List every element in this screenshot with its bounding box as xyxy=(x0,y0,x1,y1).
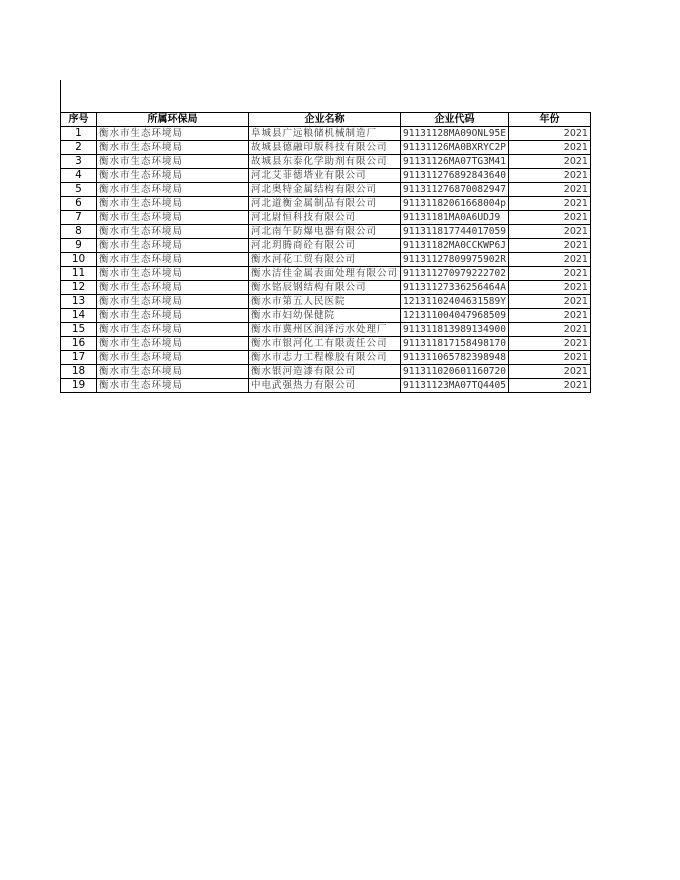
cell-bureau[interactable]: 衡水市生态环境局 xyxy=(97,211,249,225)
table-row xyxy=(61,197,591,211)
cell-year[interactable]: 2021 xyxy=(508,141,590,155)
cell-index[interactable]: 17 xyxy=(61,351,97,365)
cell-year[interactable]: 2021 xyxy=(508,127,590,141)
cell-company-name[interactable]: 河北奥特金属结构有限公司 xyxy=(249,183,401,197)
cell-company-name[interactable]: 河北南午防爆电器有限公司 xyxy=(249,225,401,239)
cell-bureau[interactable]: 衡水市生态环境局 xyxy=(97,295,249,309)
cell-company-name[interactable]: 衡水市银河化工有限责任公司 xyxy=(249,337,401,351)
table-row xyxy=(61,127,591,141)
table-row xyxy=(61,351,591,365)
cell-bureau[interactable]: 衡水市生态环境局 xyxy=(97,267,249,281)
cell-company-name[interactable]: 河北尉恒科技有限公司 xyxy=(249,211,401,225)
table-row xyxy=(61,365,591,379)
header-index[interactable]: 序号 xyxy=(61,113,97,127)
cell-bureau[interactable]: 衡水市生态环境局 xyxy=(97,379,249,393)
cell-year[interactable]: 2021 xyxy=(508,295,590,309)
table-row xyxy=(61,267,591,281)
cell-index[interactable]: 3 xyxy=(61,155,97,169)
cell-index[interactable]: 18 xyxy=(61,365,97,379)
cell-company-name[interactable]: 衡水洁佳金属表面处理有限公司 xyxy=(249,267,401,281)
cell-company-code[interactable]: 91131182MA0CCKWP6J xyxy=(401,239,509,253)
cell-company-name[interactable]: 衡水市第五人民医院 xyxy=(249,295,401,309)
header-company-code[interactable]: 企业代码 xyxy=(401,113,509,127)
cell-company-name[interactable]: 中电武强热力有限公司 xyxy=(249,379,401,393)
cell-bureau[interactable]: 衡水市生态环境局 xyxy=(97,365,249,379)
cell-company-code[interactable]: 91131126MA07TG3M41 xyxy=(401,155,509,169)
cell-bureau[interactable]: 衡水市生态环境局 xyxy=(97,141,249,155)
cell-company-name[interactable]: 河北玥腾商砼有限公司 xyxy=(249,239,401,253)
cell-bureau[interactable]: 衡水市生态环境局 xyxy=(97,351,249,365)
cell-index[interactable]: 15 xyxy=(61,323,97,337)
cell-company-code[interactable]: 911311276892843640 xyxy=(401,169,509,183)
cell-bureau[interactable]: 衡水市生态环境局 xyxy=(97,169,249,183)
cell-company-code[interactable]: 911311813989134900 xyxy=(401,323,509,337)
cell-bureau[interactable]: 衡水市生态环境局 xyxy=(97,225,249,239)
cell-year[interactable]: 2021 xyxy=(508,169,590,183)
sheet-left-border-line xyxy=(60,80,61,112)
cell-company-name[interactable]: 河北艾菲德塔业有限公司 xyxy=(249,169,401,183)
table-row xyxy=(61,169,591,183)
cell-company-code[interactable]: 91131128MA09ONL95E xyxy=(401,127,509,141)
cell-bureau[interactable]: 衡水市生态环境局 xyxy=(97,239,249,253)
cell-company-code[interactable]: 911311817744017059 xyxy=(401,225,509,239)
cell-bureau[interactable]: 衡水市生态环境局 xyxy=(97,337,249,351)
cell-company-code[interactable]: 91131181MA0A6UDJ9 xyxy=(401,211,509,225)
cell-company-name[interactable]: 衡水银河造漆有限公司 xyxy=(249,365,401,379)
cell-company-name[interactable]: 衡水河花工贸有限公司 xyxy=(249,253,401,267)
table-row xyxy=(61,225,591,239)
cell-year[interactable]: 2021 xyxy=(508,183,590,197)
cell-company-code[interactable]: 91131127336256464A xyxy=(401,281,509,295)
table-header-row xyxy=(61,113,591,127)
cell-year[interactable]: 2021 xyxy=(508,155,590,169)
table-row xyxy=(61,281,591,295)
cell-year[interactable]: 2021 xyxy=(508,309,590,323)
table-row xyxy=(61,309,591,323)
cell-year[interactable]: 2021 xyxy=(508,379,590,393)
cell-index[interactable]: 8 xyxy=(61,225,97,239)
cell-index[interactable]: 10 xyxy=(61,253,97,267)
cell-company-code[interactable]: 91131127809975902R xyxy=(401,253,509,267)
table-row xyxy=(61,211,591,225)
cell-index[interactable]: 5 xyxy=(61,183,97,197)
cell-year[interactable]: 2021 xyxy=(508,197,590,211)
cell-company-code[interactable]: 121311004047968509 xyxy=(401,309,509,323)
cell-year[interactable]: 2021 xyxy=(508,281,590,295)
table-row xyxy=(61,337,591,351)
cell-company-name[interactable]: 阜城县广远粮储机械制造厂 xyxy=(249,127,401,141)
cell-company-code[interactable]: 911311817158498170 xyxy=(401,337,509,351)
cell-index[interactable]: 14 xyxy=(61,309,97,323)
cell-year[interactable]: 2021 xyxy=(508,239,590,253)
cell-company-code[interactable]: 91131182061668004p xyxy=(401,197,509,211)
cell-bureau[interactable]: 衡水市生态环境局 xyxy=(97,309,249,323)
cell-year[interactable]: 2021 xyxy=(508,253,590,267)
cell-year[interactable]: 2021 xyxy=(508,323,590,337)
cell-bureau[interactable]: 衡水市生态环境局 xyxy=(97,183,249,197)
table-row xyxy=(61,295,591,309)
header-bureau[interactable]: 所属环保局 xyxy=(97,113,249,127)
cell-bureau[interactable]: 衡水市生态环境局 xyxy=(97,127,249,141)
cell-company-name[interactable]: 衡水市妇幼保健院 xyxy=(249,309,401,323)
cell-year[interactable]: 2021 xyxy=(508,225,590,239)
cell-company-name[interactable]: 故城县东泰化学助剂有限公司 xyxy=(249,155,401,169)
table-row xyxy=(61,155,591,169)
header-year[interactable]: 年份 xyxy=(508,113,590,127)
cell-index[interactable]: 13 xyxy=(61,295,97,309)
cell-index[interactable]: 16 xyxy=(61,337,97,351)
cell-company-name[interactable]: 衡水市志力工程橡胶有限公司 xyxy=(249,351,401,365)
cell-index[interactable]: 9 xyxy=(61,239,97,253)
cell-year[interactable]: 2021 xyxy=(508,211,590,225)
cell-year[interactable]: 2021 xyxy=(508,351,590,365)
cell-index[interactable]: 12 xyxy=(61,281,97,295)
cell-index[interactable]: 1 xyxy=(61,127,97,141)
cell-company-name[interactable]: 故城县德融印版科技有限公司 xyxy=(249,141,401,155)
cell-company-code[interactable]: 91131126MA0BXRYC2P xyxy=(401,141,509,155)
cell-company-code[interactable]: 911311276870082947 xyxy=(401,183,509,197)
table-row xyxy=(61,253,591,267)
cell-index[interactable]: 2 xyxy=(61,141,97,155)
cell-company-code[interactable]: 91131123MA07TQ4405 xyxy=(401,379,509,393)
cell-bureau[interactable]: 衡水市生态环境局 xyxy=(97,281,249,295)
cell-company-code[interactable]: 911311270979222702 xyxy=(401,267,509,281)
cell-bureau[interactable]: 衡水市生态环境局 xyxy=(97,197,249,211)
cell-company-name[interactable]: 河北道衡金属制品有限公司 xyxy=(249,197,401,211)
cell-company-name[interactable]: 衡水市冀州区润泽污水处理厂 xyxy=(249,323,401,337)
header-company-name[interactable]: 企业名称 xyxy=(249,113,401,127)
cell-index[interactable]: 4 xyxy=(61,169,97,183)
cell-year[interactable]: 2021 xyxy=(508,365,590,379)
cell-bureau[interactable]: 衡水市生态环境局 xyxy=(97,323,249,337)
cell-company-name[interactable]: 衡水铭辰钢结构有限公司 xyxy=(249,281,401,295)
cell-year[interactable]: 2021 xyxy=(508,267,590,281)
cell-index[interactable]: 11 xyxy=(61,267,97,281)
cell-bureau[interactable]: 衡水市生态环境局 xyxy=(97,253,249,267)
table-row xyxy=(61,183,591,197)
cell-company-code[interactable]: 911311020601160720 xyxy=(401,365,509,379)
table-row xyxy=(61,379,591,393)
cell-bureau[interactable]: 衡水市生态环境局 xyxy=(97,155,249,169)
cell-company-code[interactable]: 911311065782398948 xyxy=(401,351,509,365)
cell-company-code[interactable]: 12131102404631589Y xyxy=(401,295,509,309)
table-row xyxy=(61,141,591,155)
cell-index[interactable]: 7 xyxy=(61,211,97,225)
cell-index[interactable]: 19 xyxy=(61,379,97,393)
enterprise-table xyxy=(60,112,591,393)
table-row xyxy=(61,323,591,337)
table-row xyxy=(61,239,591,253)
cell-year[interactable]: 2021 xyxy=(508,337,590,351)
cell-index[interactable]: 6 xyxy=(61,197,97,211)
